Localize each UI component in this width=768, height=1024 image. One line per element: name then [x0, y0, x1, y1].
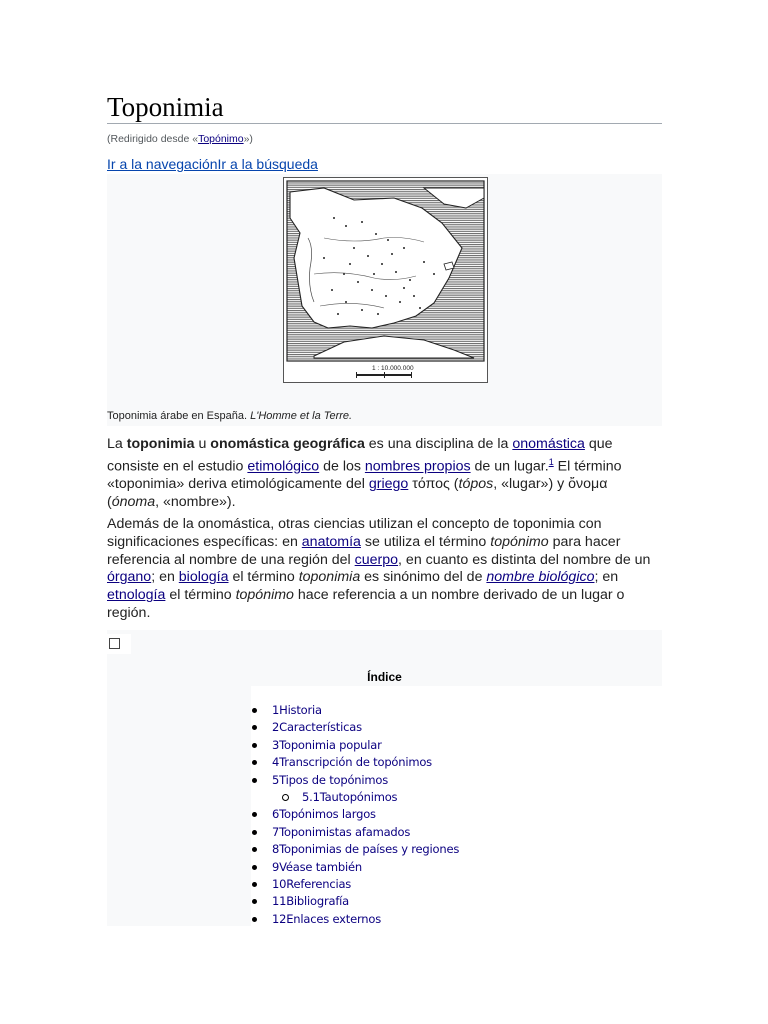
italic-term: tópos	[458, 476, 494, 493]
italic-term: topónimo	[235, 587, 294, 604]
toc-item[interactable]	[272, 876, 351, 893]
page-title: Toponimia	[107, 92, 224, 122]
toc-item-label: 6Topónimos largos	[272, 807, 376, 822]
toc-item-label: 5Tipos de topónimos	[272, 772, 388, 787]
link-anatomia[interactable]: anatomía	[301, 533, 361, 550]
redirect-notice	[107, 133, 253, 145]
link-organo[interactable]: órgano	[107, 569, 152, 586]
map-figure	[107, 174, 662, 426]
redirect-prefix: (Redirigido desde «	[107, 133, 199, 145]
jump-links	[107, 156, 318, 172]
link-griego[interactable]: griego	[368, 476, 409, 493]
toc-item-label: 5.1Tautopónimos	[302, 790, 398, 804]
link-etimologico[interactable]: etimológico	[247, 458, 320, 475]
bullet-icon	[252, 778, 257, 783]
jump-to-search-link[interactable]: Ir a la búsqueda	[217, 156, 318, 172]
bold-term: onomástica geográfica	[210, 436, 365, 452]
toc-item-label: 8Toponimias de países y regiones	[272, 842, 460, 857]
redirect-suffix: »)	[243, 133, 253, 145]
toc-item-label: 10Referencias	[272, 877, 352, 891]
link-nombres-propios[interactable]: nombres propios	[364, 458, 471, 475]
link-etnologia[interactable]: etnología	[107, 587, 166, 604]
italic-term: toponimia	[298, 569, 361, 586]
toc-item-label: 4Transcripción de topónimos	[272, 755, 432, 770]
text: , «lugar») y ὄνομα (	[107, 476, 608, 511]
italic-term: topónimo	[490, 533, 549, 550]
text: es sinónimo del de	[360, 569, 487, 586]
table-of-contents	[107, 630, 662, 926]
toc-item-label: 11Bibliografía	[272, 894, 350, 909]
toc-item-label: 1Historia	[272, 703, 322, 717]
bold-term: toponimia	[126, 436, 195, 452]
toc-item[interactable]	[272, 859, 362, 876]
toc-item-label: 2Características	[272, 720, 362, 735]
toc-item[interactable]	[272, 702, 322, 719]
toc-item-label: 9Véase también	[272, 859, 362, 874]
second-paragraph	[107, 516, 662, 623]
text: se utiliza el término	[360, 533, 491, 550]
bullet-icon	[252, 708, 257, 713]
jump-to-navigation-link[interactable]: Ir a la navegación	[107, 156, 218, 172]
toc-item[interactable]	[272, 806, 376, 823]
circle-bullet-icon	[282, 794, 289, 801]
bullet-icon	[252, 865, 257, 870]
text: el término	[165, 587, 236, 604]
text: ; en	[594, 569, 619, 586]
text: es una disciplina de la	[364, 436, 513, 452]
toc-item-label: 7Toponimistas afamados	[272, 824, 411, 839]
caption-text: Toponimia árabe en España.	[107, 410, 251, 422]
reference-link[interactable]: 1	[548, 456, 554, 467]
redirect-link[interactable]: Topónimo	[198, 133, 244, 145]
bullet-icon	[252, 743, 257, 748]
toc-item[interactable]	[272, 772, 388, 789]
toc-item[interactable]	[272, 737, 382, 754]
toc-item[interactable]	[272, 841, 459, 858]
text: , en cuanto es distinta del nombre de un	[398, 551, 651, 568]
link-nombre-biologico[interactable]: nombre biológico	[486, 569, 595, 586]
bullet-icon	[252, 830, 257, 835]
toc-title: Índice	[367, 670, 402, 684]
text: hace referencia a un nombre derivado de un lugar o región.	[107, 587, 625, 621]
title-divider	[107, 123, 662, 124]
text: τόπος (	[408, 476, 459, 493]
toc-toggle[interactable]	[107, 634, 131, 654]
link-onomastica[interactable]: onomástica	[512, 436, 585, 452]
text: para hacer referencia al nombre de una región del	[107, 533, 621, 568]
toc-item[interactable]	[272, 754, 432, 771]
italic-term: ónoma	[111, 494, 156, 511]
toc-item[interactable]	[272, 893, 349, 910]
text: de un lugar.	[470, 458, 549, 475]
iberia-map-drawing	[284, 178, 487, 382]
bullet-icon	[252, 882, 257, 887]
intro-paragraph	[107, 436, 662, 512]
text: u	[194, 436, 211, 452]
toc-item[interactable]	[272, 911, 381, 928]
iberia-map-image[interactable]	[283, 177, 488, 383]
text: Además de la onomástica, otras ciencias utilizan el concepto de toponimia con significaciones específicas: en	[107, 516, 602, 550]
checkbox-icon	[109, 638, 120, 649]
text: ; en	[151, 569, 179, 586]
text: de los	[319, 458, 365, 475]
toc-subitem[interactable]	[302, 789, 397, 806]
bullet-icon	[252, 917, 257, 922]
toc-item[interactable]	[272, 824, 410, 841]
toc-item-label: 3Toponimia popular	[272, 737, 382, 752]
scale-bar	[356, 372, 412, 378]
link-biologia[interactable]: biología	[178, 569, 229, 586]
link-cuerpo[interactable]: cuerpo	[354, 551, 399, 568]
text: , «nombre»).	[155, 494, 236, 511]
caption-source: L'Homme et la Terre.	[250, 410, 353, 422]
figure-caption	[107, 410, 352, 422]
scale-label: 1 : 10.000.000	[372, 365, 414, 372]
text: que consiste en el estudio	[107, 436, 613, 475]
toc-item[interactable]	[272, 719, 362, 736]
toc-item-label: 12Enlaces externos	[272, 911, 381, 926]
text: el término	[228, 569, 299, 586]
text: La	[107, 436, 127, 452]
text: El término «toponimia» deriva etimológicamente del	[107, 458, 622, 493]
